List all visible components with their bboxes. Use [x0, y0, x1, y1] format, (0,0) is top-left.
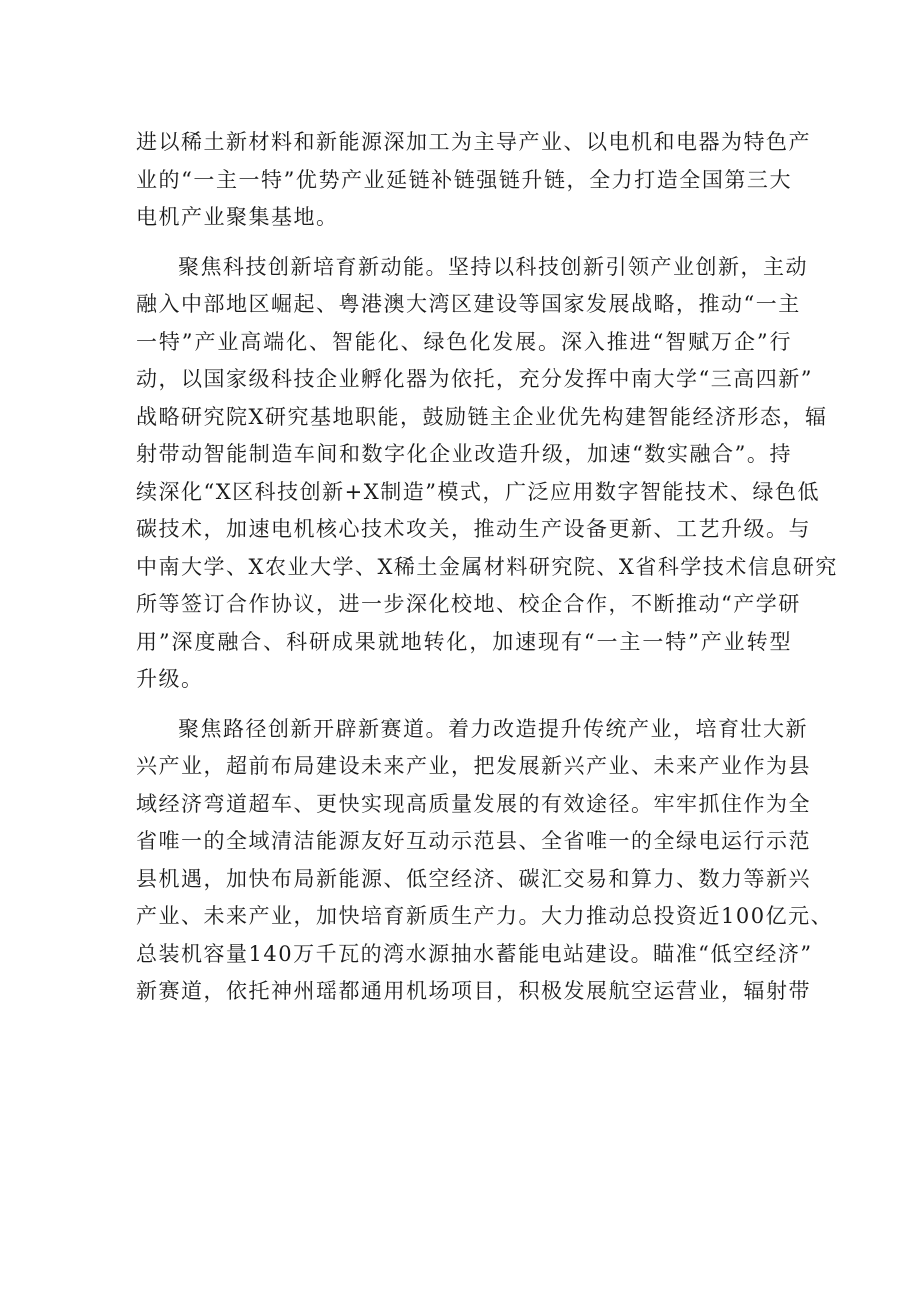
paragraph-line: 战略研究院X研究基地职能，鼓励链主企业优先构建智能经济形态，辐	[136, 404, 828, 429]
paragraph-line: 续深化“X区科技创新+X制造”模式，广泛应用数字智能技术、绿色低	[136, 479, 820, 504]
paragraph-line: 一特”产业高端化、智能化、绿色化发展。深入推进“智赋万企”行	[136, 329, 792, 354]
paragraph-line: 升级。	[136, 667, 204, 691]
paragraph-line: 射带动智能制造车间和数字化企业改造升级，加速“数实融合”。持	[136, 442, 792, 466]
paragraph-line: 中南大学、X农业大学、X稀土金属材料研究院、X省科学技术信息研究	[136, 554, 838, 579]
paragraph-2	[136, 249, 838, 699]
paragraph-line: 县机遇，加快布局新能源、低空经济、碳汇交易和算力、数力等新兴	[136, 866, 811, 891]
paragraph-line: 用”深度融合、科研成果就地转化，加速现有“一主一特”产业转型	[136, 629, 792, 654]
paragraph-line: 兴产业，超前布局建设未来产业，把发展新兴产业、未来产业作为县	[136, 754, 811, 778]
document-body	[136, 124, 838, 1011]
paragraph-line: 总装机容量140万千瓦的湾水源抽水蓄能电站建设。瞄准“低空经济”	[136, 941, 813, 966]
paragraph-line: 产业、未来产业，加快培育新质生产力。大力推动总投资近100亿元、	[136, 904, 834, 928]
paragraph-3	[136, 711, 834, 1011]
paragraph-line: 所等签订合作协议，进一步深化校地、校企合作，不断推动“产学研	[136, 592, 801, 616]
paragraph-gap	[136, 699, 792, 711]
paragraph-line: 业的“一主一特”优势产业延链补链强链升链，全力打造全国第三大	[136, 167, 792, 192]
paragraph-line: 省唯一的全域清洁能源友好互动示范县、全省唯一的全绿电运行示范	[136, 829, 811, 853]
paragraph-line: 聚焦科技创新培育新动能。坚持以科技创新引领产业创新，主动	[178, 254, 808, 279]
paragraph-line: 进以稀土新材料和新能源深加工为主导产业、以电机和电器为特色产	[136, 130, 811, 154]
paragraph-gap	[136, 237, 792, 249]
paragraph-line: 聚焦路径创新开辟新赛道。着力改造提升传统产业，培育壮大新	[178, 716, 808, 741]
paragraph-line: 新赛道，依托神州瑶都通用机场项目，积极发展航空运营业，辐射带	[136, 979, 811, 1003]
paragraph-line: 动，以国家级科技企业孵化器为依托，充分发挥中南大学“三高四新”	[136, 367, 813, 391]
paragraph-line: 碳技术，加速电机核心技术攻关，推动生产设备更新、工艺升级。与	[136, 517, 811, 541]
paragraph-line: 融入中部地区崛起、粤港澳大湾区建设等国家发展战略，推动“一主	[136, 292, 801, 316]
paragraph-line: 电机产业聚集基地。	[136, 205, 339, 229]
paragraph-line: 域经济弯道超车、更快实现高质量发展的有效途径。牢牢抓住作为全	[136, 791, 811, 816]
paragraph-1	[136, 124, 811, 237]
